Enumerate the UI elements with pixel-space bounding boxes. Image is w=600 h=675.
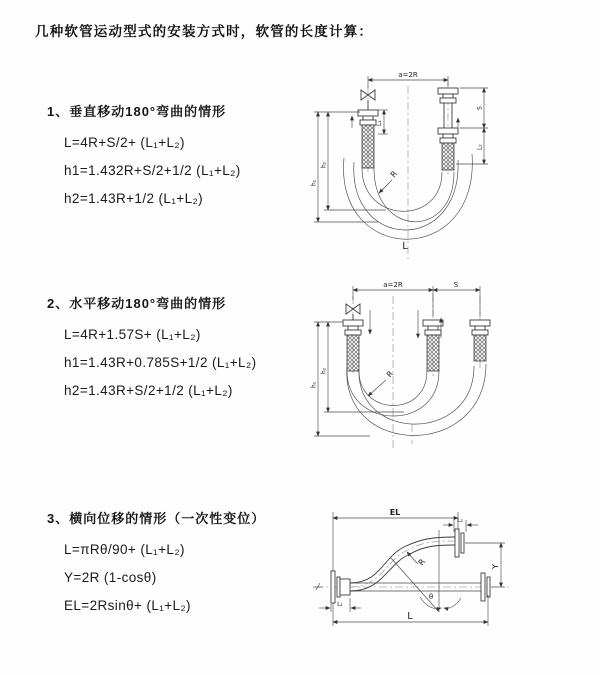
dimension-s-l2	[456, 88, 488, 164]
formula-h2: h2=1.43R+1/2 (L₁+L₂)	[64, 191, 204, 206]
dim-label-h1: h₁	[310, 179, 318, 186]
dimension-l	[333, 595, 488, 626]
dimension-a2r	[368, 71, 448, 88]
dim-label-s: S	[476, 106, 484, 110]
section-3-formulas	[64, 536, 265, 620]
dimension-a2r-s	[353, 281, 480, 316]
dim-label-h2: h₂	[320, 367, 328, 374]
dim-label-s: S	[453, 281, 459, 289]
dim-label-a2r: a=2R	[398, 71, 418, 79]
formula-length: L=πRθ/90+ (L₁+L₂)	[64, 542, 185, 557]
left-flange-assembly	[343, 320, 363, 371]
section-1-heading: 1、垂直移动180°弯曲的情形	[47, 104, 227, 119]
dim-label-l1: L₁	[376, 120, 383, 126]
diagram-lateral-displacement	[303, 500, 595, 650]
section-3-heading: 3、横向位移的情形（一次性变位）	[47, 511, 266, 526]
formula-h2: h2=1.43R+S/2+1/2 (L₁+L₂)	[64, 383, 233, 398]
section-3	[47, 508, 265, 620]
diagram-vertical-180-bend	[308, 64, 592, 264]
dim-label-l2: L₂	[457, 517, 463, 524]
dim-label-r: R	[416, 557, 428, 568]
dim-label-h2: h₂	[320, 161, 328, 168]
dim-label-y: Y	[491, 564, 500, 569]
dimension-l1	[319, 598, 361, 612]
section-2	[47, 293, 256, 405]
page-title: 几种软管运动型式的安装方式时，软管的长度计算：	[35, 24, 374, 39]
dim-label-r: R	[388, 169, 400, 180]
middle-flange-assembly	[423, 320, 443, 371]
dimension-l2	[443, 517, 478, 532]
braided-hose-section	[427, 335, 439, 371]
section-1-formulas	[64, 129, 241, 213]
section-2-heading: 2、水平移动180°弯曲的情形	[47, 296, 227, 311]
diagram-horizontal-180-bend	[308, 276, 592, 461]
radius-leader	[368, 369, 396, 396]
theta-angle	[391, 530, 461, 612]
dimension-h1-h2	[311, 112, 387, 222]
dim-label-l: L	[402, 241, 408, 252]
formula-length: L=4R+S/2+ (L₁+L₂)	[64, 135, 185, 150]
braided-hose-section	[347, 335, 359, 371]
left-flange-assembly	[352, 110, 378, 168]
upper-flange	[455, 529, 464, 557]
dim-label-a2r: a=2R	[383, 281, 403, 289]
dim-label-theta: θ	[428, 593, 434, 601]
right-flange-assembly	[470, 320, 490, 361]
braided-hose-section	[442, 143, 454, 170]
formula-el: EL=2Rsinθ+ (L₁+L₂)	[64, 598, 191, 613]
dim-label-l2: L₂	[476, 144, 484, 150]
dim-label-h1: h₁	[310, 381, 318, 388]
radius-leader	[379, 169, 400, 193]
hose-u-bend	[347, 364, 486, 444]
section-1	[47, 101, 241, 213]
formula-y: Y=2R (1-cosθ)	[64, 570, 157, 585]
braided-hose-section	[474, 335, 486, 361]
dim-label-el: EL	[389, 508, 401, 517]
formula-h1: h1=1.43R+0.785S+1/2 (L₁+L₂)	[64, 355, 257, 370]
dim-label-l: L	[407, 611, 413, 622]
dim-label-r: R	[384, 369, 396, 380]
dim-label-l1: L₁	[337, 601, 343, 608]
section-2-formulas	[64, 321, 256, 405]
formula-h1: h1=1.432R+S/2+1/2 (L₁+L₂)	[64, 163, 241, 178]
left-flange	[313, 571, 350, 603]
right-flange-assembly	[438, 88, 458, 170]
formula-length: L=4R+1.57S+ (L₁+L₂)	[64, 327, 201, 342]
centerlines	[353, 294, 480, 448]
braided-hose-section	[362, 125, 374, 168]
